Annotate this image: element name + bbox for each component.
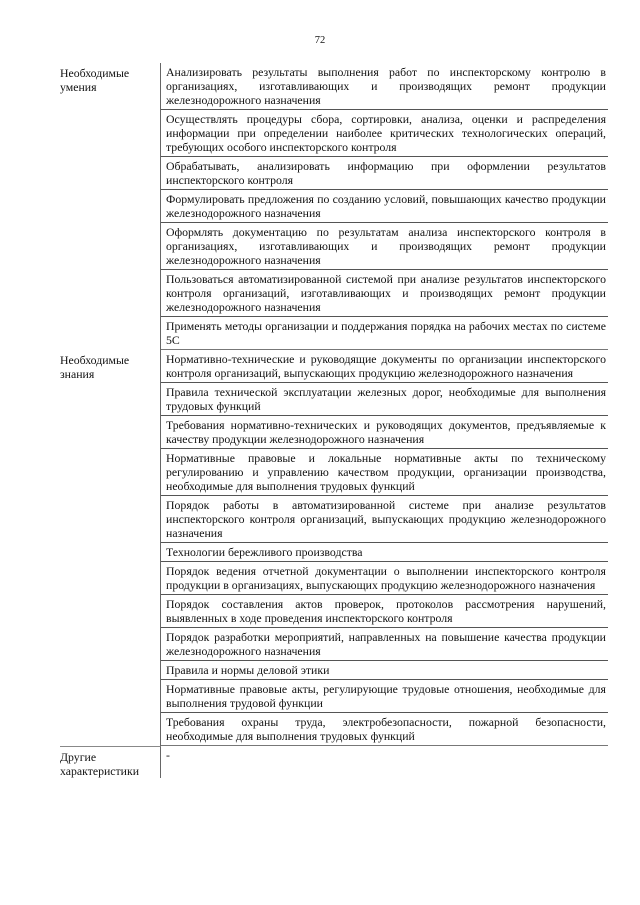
skills-items bbox=[161, 63, 608, 350]
knowledge-item: Порядок разработки мероприятий, направленных на повышение качества продукции железнодорожного назначения bbox=[161, 628, 608, 661]
knowledge-item: Порядок работы в автоматизированной системе при анализе результатов инспекторского контроля организаций, выпускающих продукцию железнодорожного назначения bbox=[161, 496, 608, 543]
knowledge-item: Порядок составления актов проверок, протоколов рассмотрения нарушений, выявленных в ходе проведения инспекторского контроля bbox=[161, 595, 608, 628]
knowledge-label bbox=[60, 350, 161, 746]
other-label-line1: Другие bbox=[60, 750, 97, 764]
page-number: 72 bbox=[314, 35, 326, 46]
knowledge-item: Нормативные правовые и локальные нормативные акты по техническому регулированию и управлению качеством продукции, организации производства, необходимые для выполнения трудовых функций bbox=[161, 449, 608, 496]
skill-item: Формулировать предложения по созданию условий, повышающих качество продукции железнодорожного назначения bbox=[161, 190, 608, 223]
knowledge-item: Нормативно-технические и руководящие документы по организации инспекторского контроля организаций, выпускающих продукцию железнодорожного назначения bbox=[161, 350, 608, 383]
skill-item: Применять методы организации и поддержания порядка на рабочих местах по системе 5С bbox=[161, 317, 608, 350]
other-items bbox=[161, 746, 608, 778]
skill-item: Обрабатывать, анализировать информацию при оформлении результатов инспекторского контроля bbox=[161, 157, 608, 190]
skill-item: Пользоваться автоматизированной системой при анализе результатов инспекторского контроля организаций, изготавливающих и производящих ремонт продукции железнодорожного назначения bbox=[161, 270, 608, 317]
knowledge-item: Технологии бережливого производства bbox=[161, 543, 608, 562]
other-row bbox=[60, 746, 608, 778]
knowledge-row bbox=[60, 350, 608, 746]
knowledge-item: Нормативные правовые акты, регулирующие трудовые отношения, необходимые для выполнения трудовой функции bbox=[161, 680, 608, 713]
requirements-table bbox=[60, 63, 608, 778]
knowledge-label-line1: Необходимые bbox=[60, 353, 130, 367]
skill-item: Осуществлять процедуры сбора, сортировки, анализа, оценки и распределения информации при определении наиболее критических технологических операций, требующих особого инспекторского контроля bbox=[161, 110, 608, 157]
knowledge-item: Требования охраны труда, электробезопасности, пожарной безопасности, необходимые для выполнения трудовых функций bbox=[161, 713, 608, 746]
skill-item: Анализировать результаты выполнения работ по инспекторскому контролю в организациях, изготавливающих и производящих ремонт продукции железнодорожного назначения bbox=[161, 63, 608, 110]
knowledge-label-line2: знания bbox=[60, 367, 95, 381]
other-label bbox=[60, 746, 161, 778]
skills-label-line1: Необходимые bbox=[60, 66, 130, 80]
skills-label-line2: умения bbox=[60, 80, 97, 94]
knowledge-items bbox=[161, 350, 608, 746]
skills-label bbox=[60, 63, 161, 350]
knowledge-item: Порядок ведения отчетной документации о выполнении инспекторского контроля продукции в организациях, выпускающих продукцию железнодорожного назначения bbox=[161, 562, 608, 595]
other-item: - bbox=[166, 748, 170, 762]
knowledge-item: Правила технической эксплуатации железных дорог, необходимые для выполнения трудовых функций bbox=[161, 383, 608, 416]
skills-row bbox=[60, 63, 608, 350]
other-label-line2: характеристики bbox=[60, 764, 140, 778]
knowledge-item: Требования нормативно-технических и руководящих документов, предъявляемые к качеству продукции железнодорожного назначения bbox=[161, 416, 608, 449]
skill-item: Оформлять документацию по результатам анализа инспекторского контроля в организациях, изготавливающих и производящих ремонт продукции железнодорожного назначения bbox=[161, 223, 608, 270]
knowledge-item: Правила и нормы деловой этики bbox=[161, 661, 608, 680]
